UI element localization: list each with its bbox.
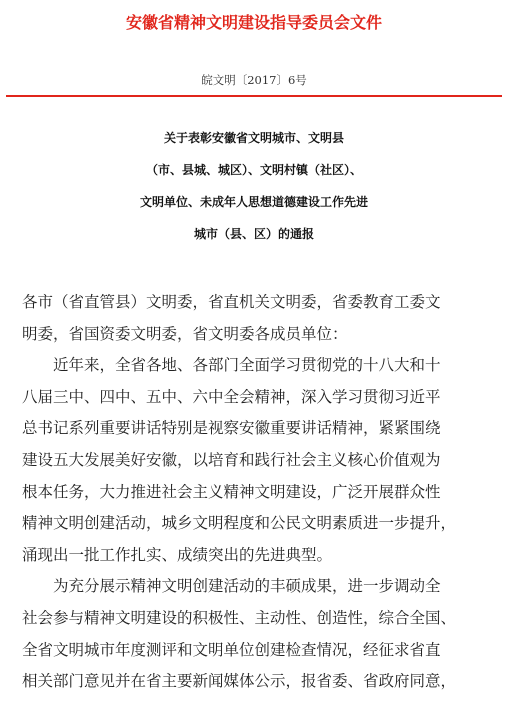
document-body <box>22 287 498 698</box>
subject-line: （市、县城、城区）、文明村镇（社区）、 <box>145 163 362 177</box>
red-divider-line <box>6 95 502 97</box>
document-header-title: 安徽省精神文明建设指导委员会文件 <box>125 13 382 32</box>
subject-line: 关于表彰安徽省文明城市、文明县 <box>163 131 344 145</box>
body-line: 精神文明创建活动，城乡文明程度和公民文明素质进一步提升， <box>22 514 457 533</box>
document-subject <box>0 122 508 250</box>
body-line: 总书记系列重要讲话特别是视察安徽重要讲话精神，紧紧围绕 <box>22 419 441 438</box>
body-line: 建设五大发展美好安徽，以培育和践行社会主义核心价值观为 <box>22 450 441 469</box>
subject-line: 文明单位、未成年人思想道德建设工作先进 <box>139 195 368 209</box>
body-line: 八届三中、四中、五中、六中全会精神，深入学习贯彻习近平 <box>22 387 441 406</box>
paragraph-first-line: 近年来，全省各地、各部门全面学习贯彻党的十八大和十 <box>53 356 441 375</box>
body-line: 涌现出一批工作扎实、成绩突出的先进典型。 <box>22 545 333 564</box>
body-line: 全省文明城市年度测评和文明单位创建检查情况，经征求省直 <box>22 640 441 659</box>
body-line: 各市（省直管县）文明委，省直机关文明委，省委教育工委文 <box>22 293 441 311</box>
body-line: 根本任务，大力推进社会主义精神文明建设，广泛开展群众性 <box>22 482 441 501</box>
body-line: 相关部门意见并在省主要新闻媒体公示，报省委、省政府同意， <box>22 672 457 691</box>
body-line: 明委，省国资委文明委，省文明委各成员单位： <box>22 324 348 343</box>
paragraph-first-line: 为充分展示精神文明创建活动的丰硕成果，进一步调动全 <box>53 577 441 596</box>
subject-line: 城市（县、区）的通报 <box>193 227 314 241</box>
document-number: 皖文明〔2017〕6号 <box>201 73 307 87</box>
body-line: 社会参与精神文明建设的积极性、主动性、创造性，综合全国、 <box>22 608 457 627</box>
